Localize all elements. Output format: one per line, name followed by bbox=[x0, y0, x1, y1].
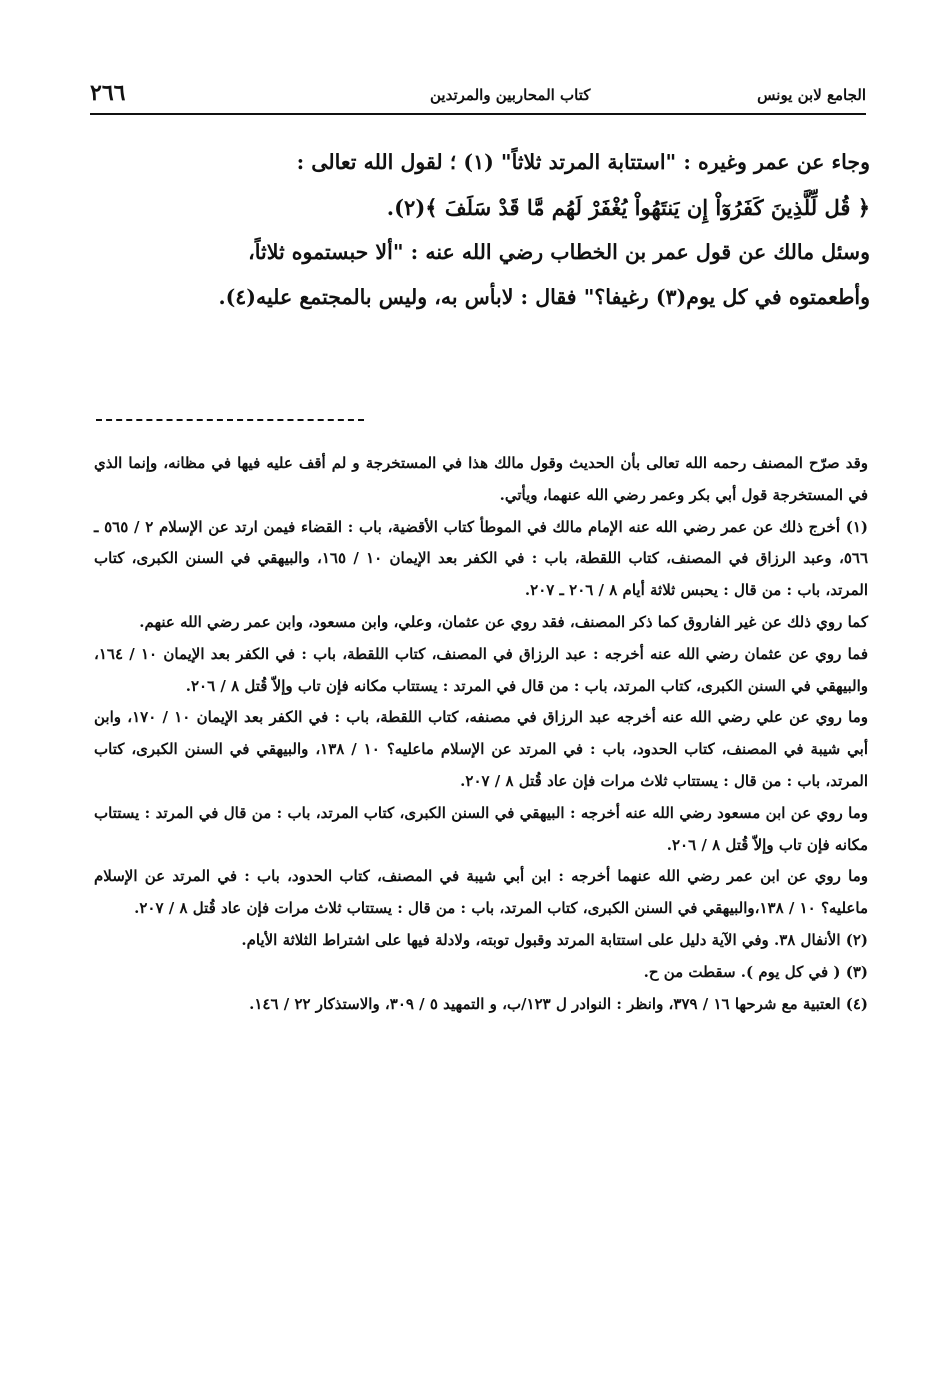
running-header bbox=[90, 80, 866, 114]
quran-verse: ﴿ قُل لِّلَّذِينَ كَفَرُوٓاْ إِن يَنتَهُواْ يُغْفَرْ لَهُم مَّا قَدْ سَلَفَ ﴾(٢). bbox=[386, 195, 870, 220]
header-rule bbox=[90, 113, 866, 115]
footnotes bbox=[94, 448, 868, 1020]
footnote-4: (٤) العتبية مع شرحها ١٦ / ٣٧٩، وانظر : النوادر ل ١٢٣/ب، و التمهيد ٥ / ٣٠٩، والاستذكار ٢٢ / ١٤٦. bbox=[249, 994, 868, 1013]
footnote-1-continued: وما روي عن ابن مسعود رضي الله عنه أخرجه : البيهقي في السنن الكبرى، كتاب المرتد، باب : من قال في المرتد : يستتاب مكانه فإن تاب وإلاّ قُتل ٨ / ٢٠٦. bbox=[94, 803, 868, 854]
book-title: الجامع لابن يونس bbox=[757, 86, 866, 104]
footnote-1-continued: كما روي ذلك عن غير الفاروق كما ذكر المصنف، فقد روي عن عثمان، وعلي، وابن مسعود، وابن عمر رضي الله عنهم. bbox=[139, 612, 868, 631]
footnote-1-continued: وما روي عن علي رضي الله عنه أخرجه عبد الرزاق في مصنفه، كتاب اللقطة، باب : في الكفر بعد الإيمان ١٠ / ١٧٠، وابن أبي شيبة في المصنف، كتاب الحدود، باب : في المرتد عن الإسلام ماعليه؟ ١٠ / ١٣٨، والبيهقي في السنن الكبرى، كتاب المرتد، باب : من قال : يستتاب ثلاث مرات فإن عاد قُتل ٨ / ٢٠٧. bbox=[94, 708, 868, 790]
main-text bbox=[96, 140, 870, 320]
footnote-2: (٢) الأنفال ٣٨. وفي الآية دليل على استتابة المرتد وقبول توبته، ولادلة فيها على اشتراط الثلاثة الأيام. bbox=[241, 930, 868, 949]
footnote-1: (١) أخرج ذلك عن عمر رضي الله عنه الإمام مالك في الموطأ كتاب الأقضية، باب : القضاء فيمن ارتد عن الإسلام ٢ / ٥٦٥ ـ ٥٦٦، وعبد الرزاق في المصنف، كتاب اللقطة، باب : في الكفر بعد الإيمان ١٠ / ١٦٥، والبيهقي في السنن الكبرى، كتاب المرتد، باب : من قال : يحبس ثلاثة أيام ٨ / ٢٠٦ ـ ٢٠٧. bbox=[94, 517, 868, 600]
footnote-intro: وقد صرّح المصنف رحمه الله تعالى بأن الحديث وقول مالك هذا في المستخرجة و لم أقف عليه فيها في مظانه، وإنما الذي في المستخرجة قول أبي بكر وعمر رضي الله عنهما، ويأتي. bbox=[94, 454, 868, 504]
main-paragraph: وأطعمتوه في كل يوم(٣) رغيفا؟" فقال : لابأس به، وليس بالمجتمع عليه(٤). bbox=[218, 285, 870, 309]
footnote-1-continued: فما روي عن عثمان رضي الله عنه أخرجه : عبد الرزاق في المصنف، كتاب اللقطة، باب : في الكفر بعد الإيمان ١٠ / ١٦٤، والبيهقي في السنن الكبرى، كتاب المرتد، باب : من قال في المرتد : يستتاب مكانه فإن تاب وإلاّ قُتل ٨ / ٢٠٦. bbox=[94, 644, 868, 695]
page-number: ٢٦٦ bbox=[90, 80, 126, 106]
footnote-3: (٣) ( في كل يوم ). سقطت من ح. bbox=[643, 962, 868, 981]
main-paragraph: وجاء عن عمر وغيره : "استتابة المرتد ثلاثاً" (١) ؛ لقول الله تعالى : bbox=[296, 150, 870, 174]
footnote-separator bbox=[96, 419, 364, 421]
chapter-title: كتاب المحاربين والمرتدين bbox=[430, 86, 591, 104]
main-paragraph: وسئل مالك عن قول عمر بن الخطاب رضي الله عنه : "ألا حبستموه ثلاثاً، bbox=[248, 240, 870, 264]
footnote-1-continued: وما روي عن ابن عمر رضي الله عنهما أخرجه : ابن أبي شيبة في المصنف، كتاب الحدود، باب : في المرتد عن الإسلام ماعليه؟ ١٠ / ١٣٨،والبيهقي في السنن الكبرى، كتاب المرتد، باب : من قال : يستتاب ثلاث مرات فإن عاد قُتل ٨ / ٢٠٧. bbox=[94, 867, 868, 918]
